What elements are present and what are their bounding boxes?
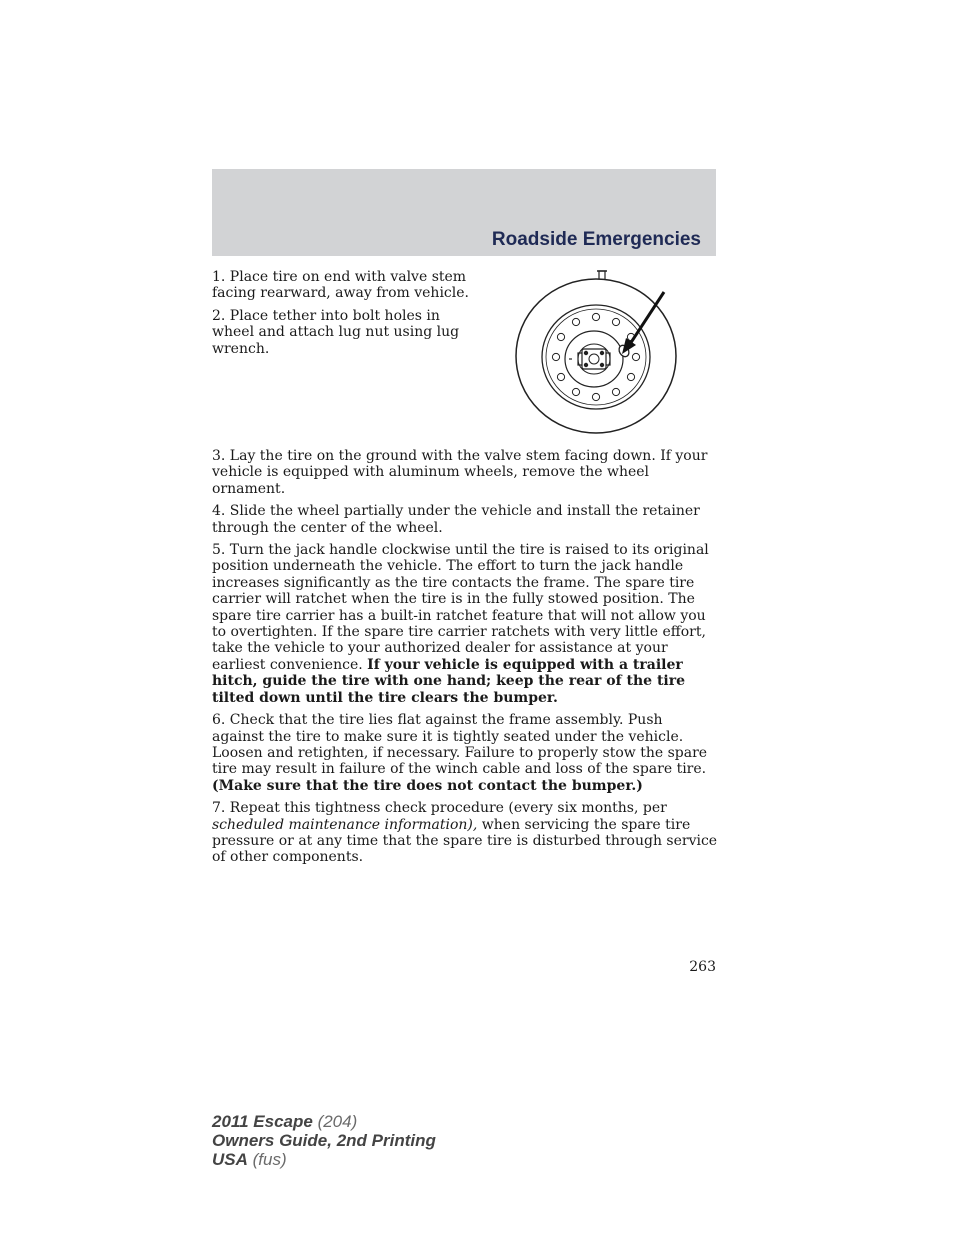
section-title: Roadside Emergencies xyxy=(491,229,701,250)
step-6-warning: (Make sure that the tire does not contact the bumper.) xyxy=(212,777,643,794)
tire-icon xyxy=(510,268,682,436)
top-steps xyxy=(212,269,474,363)
step-5-text: 5. Turn the jack handle clockwise until the tire is raised to its original position underneath the vehicle. The effort to turn the jack handle increases significantly as the tire contacts the frame. The spare tire carrier will ratchet when the tire is in the fully stowed position. The spare tire carrier has a built-in ratchet feature that will not allow you to overtighten. If the spare tire carrier ratchets with very little effort, take the vehicle to your authorized dealer for assistance at your earliest convenience. xyxy=(212,542,709,673)
step-6-text: 6. Check that the tire lies flat against the frame assembly. Push against the tire to make sure it is tightly seated under the vehicle. Loosen and retighten, if necessary. Failure to properly stow the spare tire may result in failure of the winch cable and loss of the spare tire. xyxy=(212,712,708,778)
footer-market-code: (fus) xyxy=(252,1150,287,1169)
step-7 xyxy=(212,800,718,866)
footer-line-3 xyxy=(212,1150,436,1169)
step-1: 1. Place tire on end with valve stem facing rearward, away from vehicle. xyxy=(212,269,469,302)
footer-model-code: (204) xyxy=(317,1112,358,1131)
step-5-warning: If your vehicle is equipped with a trailer hitch, guide the tire with one hand; keep the rear of the tire tilted down until the tire clears the bumper. xyxy=(212,656,686,706)
footer-line-2 xyxy=(212,1131,436,1150)
page-number: 263 xyxy=(689,959,716,975)
step-3: 3. Lay the tire on the ground with the valve stem facing down. If your vehicle is equipped with aluminum wheels, remove the wheel ornament. xyxy=(212,448,708,497)
step-4: 4. Slide the wheel partially under the vehicle and install the retainer through the center of the wheel. xyxy=(212,503,700,536)
footer-model: 2011 Escape xyxy=(212,1112,313,1131)
step-7-start: 7. Repeat this tightness check procedure (every six months, per xyxy=(212,800,667,817)
section-header-band xyxy=(212,169,716,256)
document-footer xyxy=(212,1112,436,1169)
footer-line-1 xyxy=(212,1112,436,1131)
step-5 xyxy=(212,542,718,706)
spare-tire-illustration xyxy=(510,268,682,436)
step-7-reference: scheduled maintenance information), xyxy=(212,816,478,833)
step-7-end: when servicing the spare tire pressure or at any time that the spare tire is disturbed through service of other components. xyxy=(212,816,718,866)
footer-edition: Owners Guide, 2nd Printing xyxy=(212,1131,436,1150)
step-2: 2. Place tether into bolt holes in wheel and attach lug nut using lug wrench. xyxy=(212,307,460,357)
main-steps xyxy=(212,448,718,872)
footer-market: USA xyxy=(212,1150,248,1169)
step-6 xyxy=(212,712,718,794)
